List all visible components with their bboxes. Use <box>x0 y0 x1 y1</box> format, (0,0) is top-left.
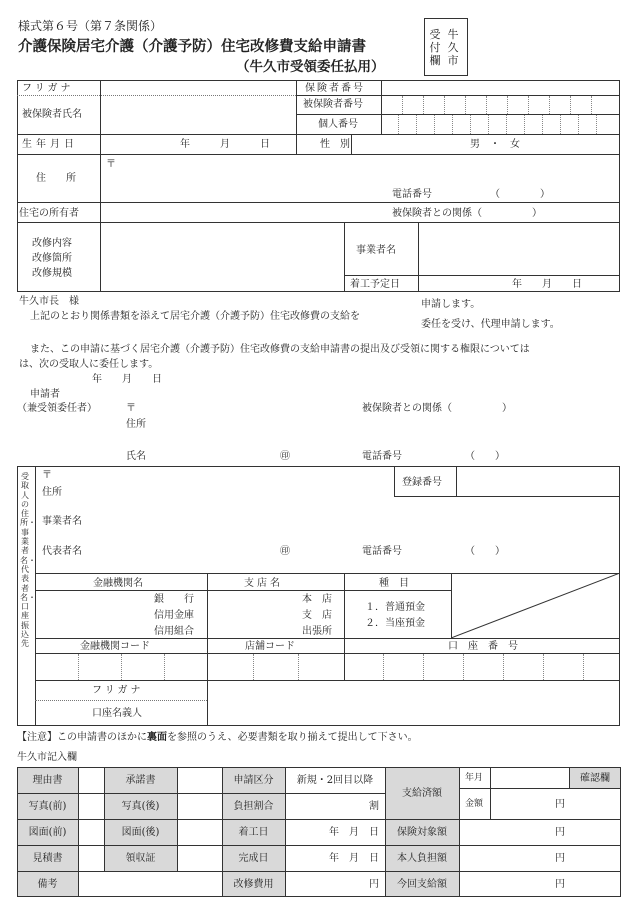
insured-no-label: 被保険者番号 <box>303 99 363 110</box>
declaration-line1: 上記のとおり関係書類を添えて居宅介護（介護予防）住宅改修費の支給を <box>30 311 360 322</box>
gender-options: 男 ・ 女 <box>470 139 520 150</box>
personal-no-label: 個人番号 <box>318 119 358 130</box>
office-c1-3: 見積書 <box>32 853 63 864</box>
recipient-phone-format: （ ） <box>465 546 505 557</box>
office-c6-label-0: 年月 <box>465 773 484 783</box>
bank-label: 金融機関名 <box>93 578 143 589</box>
recipient-address-label: 住所 <box>42 487 62 498</box>
recipient-phone-label: 電話番号 <box>362 546 402 557</box>
office-c3-2: 着工日 <box>238 827 269 838</box>
postal-mark: 〒 <box>106 159 116 170</box>
reception-label: 受付欄 <box>429 28 441 67</box>
office-c3-3: 完成日 <box>238 853 269 864</box>
acct-type-0: １．普通預金 <box>365 602 425 613</box>
office-c1-0: 理由書 <box>32 775 63 786</box>
applicant-postal: 〒 <box>126 403 136 414</box>
branch-code-label: 店舗コード <box>245 641 295 652</box>
acct-no-label: 口 座 番 号 <box>448 641 518 652</box>
start-format: 年 月 日 <box>512 279 582 290</box>
recipient-side-label: 受取人の住所・事業者名・代表者名・口座振込先 <box>20 472 36 649</box>
form-number: 様式第６号（第７条関係） <box>18 19 163 33</box>
office-c4-1: 割 <box>369 801 379 812</box>
yen-0: 円 <box>555 799 565 810</box>
confirm-label: 確認欄 <box>580 773 610 784</box>
apply-text: 申請します。 <box>421 299 481 310</box>
office-c2-1: 写真(後) <box>121 801 160 812</box>
start-label: 着工予定日 <box>350 279 400 290</box>
business-label: 事業者名 <box>42 516 82 527</box>
insurer-no-label: 保険者番号 <box>305 83 365 94</box>
applicant-name-label: 氏名 <box>126 451 146 462</box>
branch-type-2: 出張所 <box>302 626 332 637</box>
delegation-line1: また、この申請に基づく居宅介護（介護予防）住宅改修費の支給申請書の提出及び受領に関する権限については <box>30 344 530 355</box>
delegation-line2: は、次の受取人に委任します。 <box>19 359 159 370</box>
phone-label: 電話番号 <box>392 189 432 200</box>
form-title: 介護保険居宅介護（介護予防）住宅改修費支給申請書 <box>18 38 366 55</box>
yen-2: 円 <box>555 853 565 864</box>
owner-label: 住宅の所有者 <box>19 208 79 219</box>
bank-code-label: 金融機関コード <box>80 641 150 652</box>
location-label: 改修箇所 <box>32 253 72 264</box>
holder-furigana-label: フリガナ <box>92 685 144 696</box>
office-c5-1: 保険対象額 <box>397 827 447 838</box>
gender-label: 性 別 <box>320 139 350 150</box>
office-c4-2: 年 月 日 <box>329 827 379 838</box>
address-label: 住 所 <box>36 173 76 184</box>
office-c5-0: 支給済額 <box>402 788 442 799</box>
branch-type-1: 支 店 <box>302 610 332 621</box>
bank-type-2: 信用組合 <box>154 626 194 637</box>
content-label: 改修内容 <box>32 238 72 249</box>
recipient-seal: ㊞ <box>280 546 290 557</box>
applicant-label: 申請者 <box>30 389 60 400</box>
office-c2-2: 図面(後) <box>121 827 160 838</box>
scale-label: 改修規模 <box>32 268 72 279</box>
applicant-relation: 被保険者との関係（ ） <box>362 403 512 414</box>
bank-type-1: 信用金庫 <box>154 610 194 621</box>
office-c1-2: 図面(前) <box>28 827 67 838</box>
form-subtitle: （牛久市受領委任払用） <box>236 59 385 75</box>
office-title: 牛久市記入欄 <box>17 752 77 763</box>
phone-format: （ ） <box>490 189 550 200</box>
branch-label: 支店名 <box>244 578 283 589</box>
office-c2-0: 承諾書 <box>125 775 156 786</box>
office-c3-4: 改修費用 <box>233 879 274 890</box>
applicant-address-label: 住所 <box>126 419 146 430</box>
office-c3-0: 申請区分 <box>233 775 274 786</box>
applicant-sub: （兼受領委任者） <box>17 403 97 414</box>
office-c5-2: 本人負担額 <box>397 853 447 864</box>
holder-label: 口座名義人 <box>92 708 142 719</box>
insured-name-label: 被保険者氏名 <box>22 109 82 120</box>
insured-section <box>17 80 620 292</box>
office-c1-4: 備考 <box>37 879 58 890</box>
office-c3-1: 負担割合 <box>233 801 274 812</box>
office-c4-4: 円 <box>369 879 379 890</box>
office-c6-label-1: 金額 <box>465 799 484 809</box>
addressee: 牛久市長 様 <box>19 296 79 307</box>
office-c1-1: 写真(前) <box>28 801 67 812</box>
reception-city: 牛久市 <box>447 28 459 67</box>
furigana-label: フリガナ <box>22 83 74 94</box>
birth-label: 生年月日 <box>22 139 78 150</box>
applicant-seal: ㊞ <box>280 451 290 462</box>
bank-type-0: 銀 行 <box>154 594 194 605</box>
applicant-phone-label: 電話番号 <box>362 451 402 462</box>
contractor-label: 事業者名 <box>356 245 396 256</box>
reg-label: 登録番号 <box>402 477 442 488</box>
recipient-postal: 〒 <box>42 470 52 481</box>
office-c2-3: 領収証 <box>125 853 156 864</box>
applicant-phone-format: （ ） <box>465 451 505 462</box>
note: 【注意】この申請書のほかに裏面を参照のうえ、必要書類を取り揃えて提出して下さい。 <box>17 732 418 743</box>
branch-type-0: 本 店 <box>302 594 332 605</box>
office-c4-3: 年 月 日 <box>329 853 379 864</box>
acct-type-1: ２．当座預金 <box>365 618 425 629</box>
diagonal-slash <box>451 573 620 638</box>
office-c4-0: 新規・2回目以降 <box>296 775 374 786</box>
owner-relation: 被保険者との関係（ ） <box>392 208 542 219</box>
office-c5-3: 今回支給額 <box>397 879 447 890</box>
type-label: 種 目 <box>379 578 409 589</box>
yen-3: 円 <box>555 879 565 890</box>
yen-1: 円 <box>555 827 565 838</box>
proxy-text: 委任を受け、代理申請します。 <box>421 319 560 330</box>
date-format: 年 月 日 <box>92 374 162 385</box>
rep-label: 代表者名 <box>42 546 82 557</box>
birth-format: 年 月 日 <box>180 139 270 150</box>
